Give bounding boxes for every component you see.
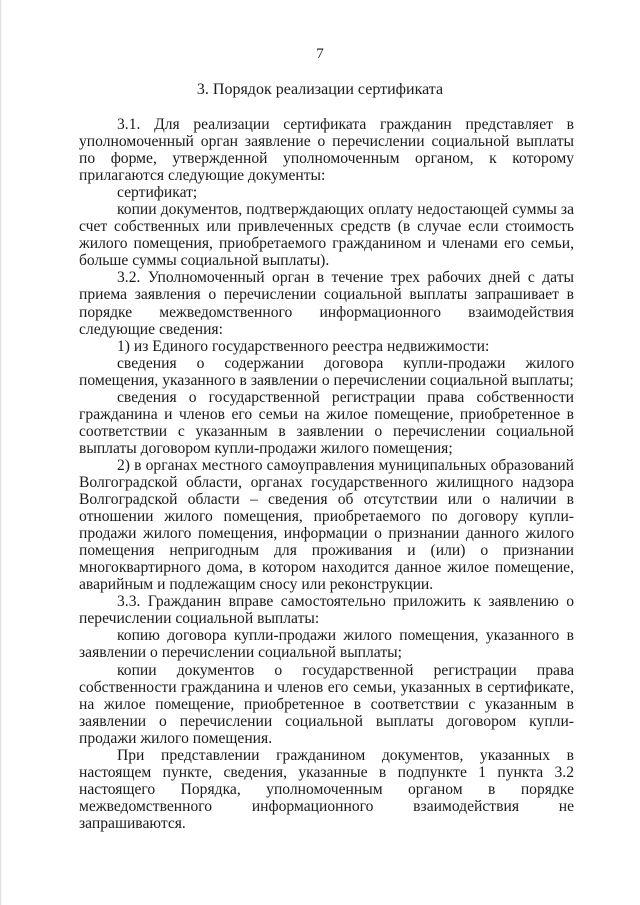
paragraph-payment-documents: копии документов, подтверждающих оплату недостающей суммы за счет собственных или привлеченных средств (в случае если стоимость жилого помещения, приобретаемого гражданином и членами его семьи, больше суммы социальной выплаты). xyxy=(79,201,574,270)
paragraph-contract-info: сведения о содержании договора купли-продажи жилого помещения, указанного в заявлении о перечислении социальной выплаты; xyxy=(79,354,574,389)
paragraph-ownership-registration: сведения о государственной регистрации права собственности гражданина и членов его семьи на жилое помещение, приобретенное в соответствии с указанным в заявлении о перечислении социальной выплаты договором купли-продажи жилого помещения; xyxy=(79,388,574,457)
paragraph-registry: 1) из Единого государственного реестра недвижимости: xyxy=(117,337,490,355)
section-title: 3. Порядок реализации сертификата xyxy=(196,81,444,98)
page-number: 7 xyxy=(316,46,324,62)
paragraph-3-2: 3.2. Уполномоченный орган в течение трех рабочих дней с даты приема заявления о перечислении социальной выплаты запрашивает в порядке межведомственного информационного взаимодействия следующие сведения: xyxy=(79,269,574,338)
paragraph-3-1: 3.1. Для реализации сертификата гражданин представляет в уполномоченный орган заявление о перечислении социальной выплаты по форме, утвержденной уполномоченным органом, к которому прилагаются следующие документы: xyxy=(79,116,574,185)
paragraph-3-3: 3.3. Гражданин вправе самостоятельно приложить к заявлению о перечислении социальной выплаты: xyxy=(79,593,574,628)
paragraph-registration-copies: копии документов о государственной регистрации права собственности гражданина и членов его семьи, указанных в сертификате, на жилое помещение, приобретенное в соответствии с указанным в заявлении о перечислении социальной выплаты договором купли-продажи жилого помещения. xyxy=(79,661,574,747)
paragraph-local-authorities: 2) в органах местного самоуправления муниципальных образований Волгоградской области, органах государственного жилищного надзора Волгоградской области – сведения об отсутствии или о наличии в отношении жилого помещения, приобретаемого по договору купли-продажи жилого помещения, информации о признании данного жилого помещения непригодным для проживания и (или) о признании многоквартирного дома, в котором находится данное жилое помещение, аварийным и подлежащим сносу или реконструкции. xyxy=(79,456,574,594)
paragraph-certificate: сертификат; xyxy=(117,184,198,202)
page-edge-shadow xyxy=(0,0,2,905)
paragraph-no-request: При представлении гражданином документов, указанных в настоящем пункте, сведения, указанные в подпункте 1 пункта 3.2 настоящего Порядка, уполномоченным органом в порядке межведомственного информационного взаимодействия не запрашиваются. xyxy=(79,746,574,832)
paragraph-contract-copy: копию договора купли-продажи жилого помещения, указанного в заявлении о перечислении социальной выплаты; xyxy=(79,627,574,662)
document-body xyxy=(79,116,574,832)
